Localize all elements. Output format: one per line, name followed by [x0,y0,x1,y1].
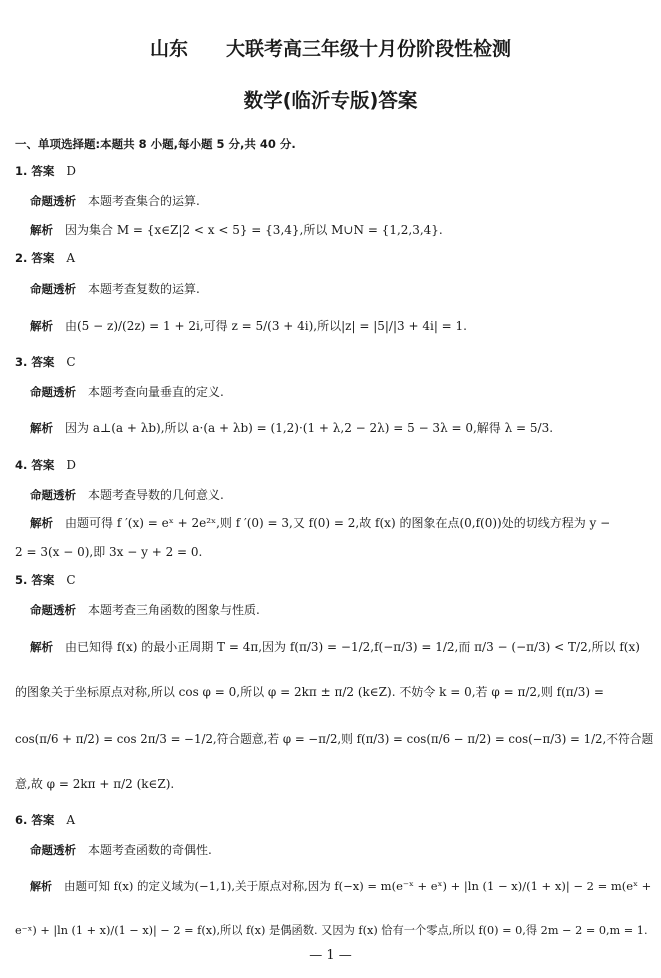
analysis-text: 本题考查三角函数的图象与性质. [88,603,260,617]
solution-text: 由(5 − z)/(2z) = 1 + 2i,可得 z = 5/(3 + 4i),所以|z| = |5|/|3 + 4i| = 1. [65,319,467,333]
solution-line [30,221,650,238]
solution-line [30,419,650,436]
analysis-line [30,383,650,400]
analysis-label: 命题透析 [30,843,76,857]
solution-text: 因为集合 M = {x∈Z|2 < x < 5} = {3,4},所以 M∪N = {1,2,3,4}. [65,223,443,237]
solution-line [30,317,650,334]
page-subtitle: 数学(临沂专版)答案 [243,89,418,112]
answer-line [15,812,75,828]
analysis-text: 本题考查集合的运算. [88,194,200,208]
answer-value: A [66,813,76,827]
solution-continuation: 意,故 φ = 2kπ + π/2 (k∈Z). [15,777,175,791]
analysis-text: 本题考查函数的奇偶性. [88,843,212,857]
question-number: 2. [15,251,28,265]
answer-line [15,354,76,370]
question-number: 6. [15,813,28,827]
analysis-line [30,192,650,209]
answer-line [15,572,76,588]
solution-label: 解析 [30,880,52,893]
answer-value: D [66,164,77,178]
analysis-label: 命题透析 [30,488,76,502]
solution-label: 解析 [30,516,53,530]
solution-line [30,878,650,894]
solution-text: 由已知得 f(x) 的最小正周期 T = 4π,因为 f(π/3) = −1/2,f(−π/3) = 1/2,而 π/3 − (−π/3) < T/2,所以 f(x) [65,640,640,654]
question-number: 4. [15,458,28,472]
page-number: — 1 — [309,948,352,963]
answer-label: 答案 [31,813,55,827]
question-number: 1. [15,164,28,178]
solution-continuation: 2 = 3(x − 0),即 3x − y + 2 = 0. [15,545,203,559]
answer-label: 答案 [31,573,55,587]
analysis-line [30,601,650,618]
solution-text: 由题可得 f ′(x) = eˣ + 2e²ˣ,则 f ′(0) = 3,又 f(0) = 2,故 f(x) 的图象在点(0,f(0))处的切线方程为 y − [65,516,611,530]
section-heading: 一、单项选择题:本题共 8 小题,每小题 5 分,共 40 分. [15,137,296,151]
answer-label: 答案 [31,458,55,472]
answer-label: 答案 [31,164,55,178]
solution-line [30,638,650,655]
solution-label: 解析 [30,640,53,654]
analysis-text: 本题考查复数的运算. [88,282,200,296]
answer-value: A [66,251,76,265]
answer-line [15,457,76,473]
solution-label: 解析 [30,421,53,435]
question-number: 5. [15,573,28,587]
analysis-label: 命题透析 [30,603,76,617]
analysis-line [30,280,650,297]
answer-label: 答案 [31,251,55,265]
answer-line [15,250,75,266]
analysis-text: 本题考查导数的几何意义. [88,488,224,502]
analysis-label: 命题透析 [30,385,76,399]
analysis-label: 命题透析 [30,282,76,296]
page-title: 山东 大联考高三年级十月份阶段性检测 [149,38,511,60]
solution-continuation: 的图象关于坐标原点对称,所以 cos φ = 0,所以 φ = 2kπ ± π/2 (k∈Z). 不妨令 k = 0,若 φ = π/2,则 f(π/3) = [15,685,604,699]
solution-text: 因为 a⊥(a + λb),所以 a·(a + λb) = (1,2)·(1 + λ,2 − 2λ) = 5 − 3λ = 0,解得 λ = 5/3. [65,421,554,435]
answer-line [15,163,76,179]
analysis-label: 命题透析 [30,194,76,208]
answer-value: D [66,458,77,472]
answer-label: 答案 [31,355,55,369]
question-number: 3. [15,355,28,369]
solution-line [30,514,650,531]
solution-continuation: cos(π/6 + π/2) = cos 2π/3 = −1/2,符合题意,若 φ = −π/2,则 f(π/3) = cos(π/6 − π/2) = cos(−π/3) = 1/2,不符合题 [15,732,654,746]
analysis-text: 本题考查向量垂直的定义. [88,385,224,399]
analysis-line [30,841,650,858]
solution-continuation: e⁻ˣ) + |ln (1 + x)/(1 − x)| − 2 = f(x),所以 f(x) 是偶函数. 又因为 f(x) 恰有一个零点,所以 f(0) = 0,得 2m − 2 = 0,m = 1. [15,924,648,937]
solution-text: 由题可知 f(x) 的定义域为(−1,1),关于原点对称,因为 f(−x) = m(e⁻ˣ + eˣ) + |ln (1 − x)/(1 + x)| − 2 = m(eˣ + [64,879,652,893]
solution-label: 解析 [30,223,53,237]
answer-value: C [66,573,76,587]
answer-value: C [66,355,76,369]
analysis-line [30,486,650,503]
solution-label: 解析 [30,319,53,333]
